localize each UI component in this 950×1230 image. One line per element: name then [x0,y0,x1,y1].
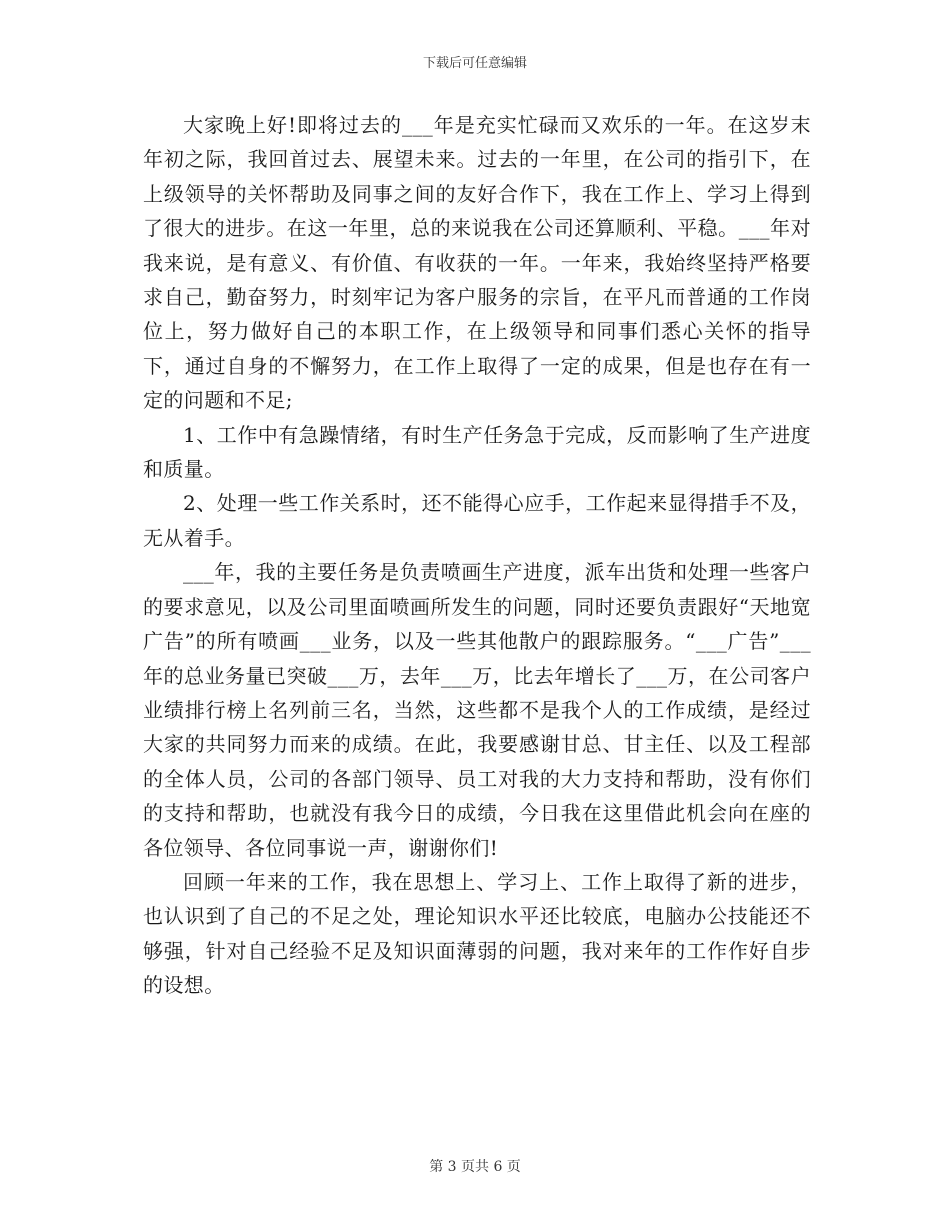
paragraph-review: 回顾一年来的工作，我在思想上、学习上、工作上取得了新的进步，也认识到了自己的不足之处，理论知识水平还比较底，电脑办公技能还不够强，针对自己经验不足及知识面薄弱的问题，我对来年的工作作好自步的设想。 [143,869,811,998]
document-body [143,108,811,1003]
paragraph-main-tasks: ___年，我的主要任务是负责喷画生产进度，派车出货和处理一些客户的要求意见，以及公司里面喷画所发生的问题，同时还要负责跟好“天地宽广告”的所有喷画___业务，以及一些其他散户的跟踪服务。“___广告”___年的总业务量已突破___万，去年___万，比去年增长了___万，在公司客户业绩排行榜上名列前三名，当然，这些都不是我个人的工作成绩，是经过大家的共同努力而来的成绩。在此，我要感谢甘总、甘主任、以及工程部的全体人员，公司的各部门领导、员工对我的大力支持和帮助，没有你们的支持和帮助，也就没有我今日的成绩，今日我在这里借此机会向在座的各位领导、各位同事说一声，谢谢你们! [143,560,811,860]
paragraph-issue-2: 2、处理一些工作关系时，还不能得心应手，工作起来显得措手不及，无从着手。 [143,491,811,550]
page-number: 第 3 页共 6 页 [429,1159,521,1175]
paragraph-intro: 大家晚上好!即将过去的___年是充实忙碌而又欢乐的一年。在这岁末年初之际，我回首过去、展望未来。过去的一年里，在公司的指引下，在上级领导的关怀帮助及同事之间的友好合作下，我在工作上、学习上得到了很大的进步。在这一年里，总的来说我在公司还算顺利、平稳。___年对我来说，是有意义、有价值、有收获的一年。一年来，我始终坚持严格要求自己，勤奋努力，时刻牢记为客户服务的宗旨，在平凡而普通的工作岗位上，努力做好自己的本职工作，在上级领导和同事们悉心关怀的指导下，通过自身的不懈努力，在工作上取得了一定的成果，但是也存在有一定的问题和不足; [143,113,811,413]
page-header: 下载后可任意编辑 [422,56,527,71]
paragraph-issue-1: 1、工作中有急躁情绪，有时生产任务急于完成，反而影响了生产进度和质量。 [143,422,811,482]
